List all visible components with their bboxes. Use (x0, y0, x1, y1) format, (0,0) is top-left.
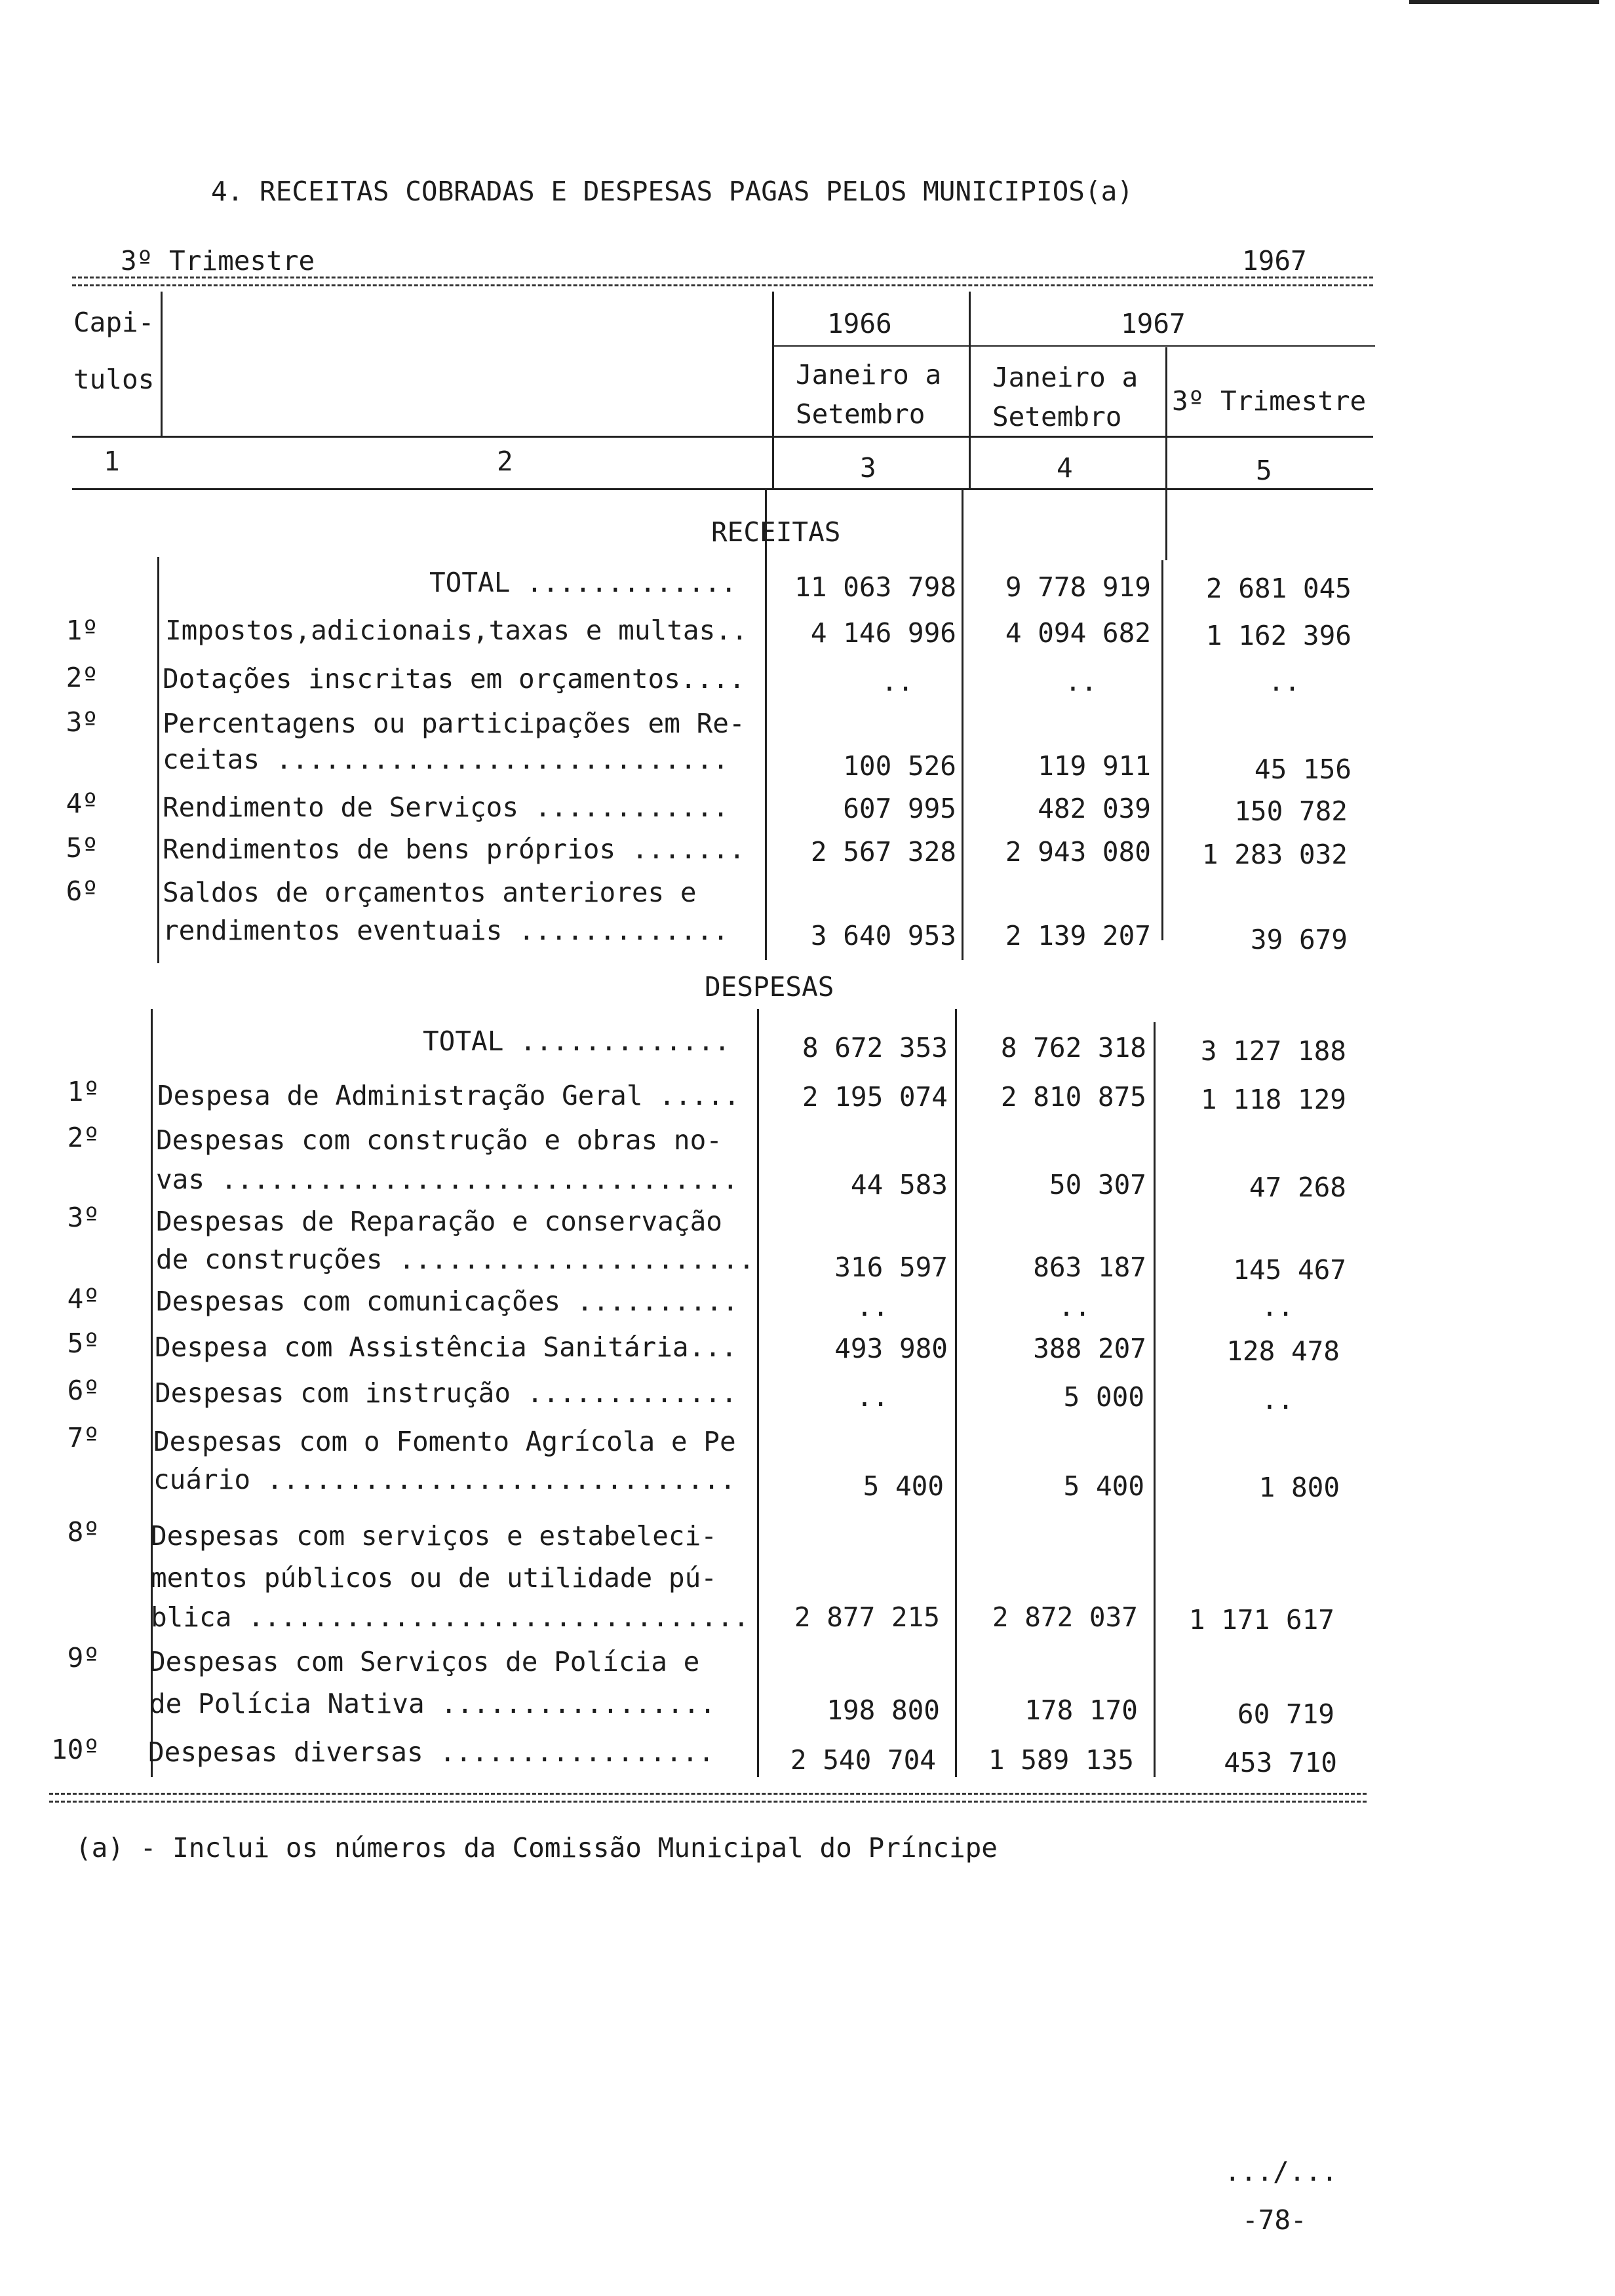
despesas-row-1967-jan-set: 388 207 (1033, 1333, 1146, 1364)
despesas-row-1967-jan-set: 50 307 (1049, 1169, 1146, 1200)
despesas-row-1967-jan-set: 5 000 (1063, 1381, 1144, 1413)
despesas-row-cap: 8º (67, 1516, 100, 1548)
header-cap-line2: tulos (73, 364, 155, 395)
despesas-row-desc: Despesas com serviços e estabeleci- (151, 1520, 717, 1552)
despesas-row-desc: blica ............................... (151, 1601, 750, 1633)
body-divider-col3-despesas (757, 1009, 759, 1777)
receitas-total-1966: 11 063 798 (794, 571, 956, 603)
receitas-row-desc: Impostos,adicionais,taxas e multas.. (165, 615, 748, 646)
despesas-section-label: DESPESAS (705, 971, 834, 1003)
body-divider-cap-receitas (157, 557, 159, 963)
page-number: -78- (1242, 2204, 1307, 2236)
body-divider-col3-receitas (765, 488, 767, 960)
despesas-row-1967-jan-set: 2 872 037 (992, 1601, 1138, 1633)
receitas-row-desc: Percentagens ou participações em Re- (163, 708, 745, 739)
receitas-row-1967-jan-set: 2 139 207 (1005, 920, 1151, 951)
despesas-row-1966: 2 540 704 (790, 1744, 936, 1776)
header-divider-col3 (772, 292, 774, 488)
receitas-section-label: RECEITAS (711, 516, 841, 548)
receitas-row-1966: 607 995 (843, 793, 956, 824)
despesas-row-1966: .. (856, 1381, 889, 1413)
despesas-row-desc: Despesas com o Fomento Agrícola e Pe (153, 1426, 736, 1457)
receitas-row-1967-3tri: .. (1268, 666, 1300, 697)
despesas-total-1967-jan-set: 8 762 318 (1000, 1032, 1146, 1063)
receitas-total-1967-3tri: 2 681 045 (1205, 573, 1352, 604)
footnote: (a) - Inclui os números da Comissão Municipal do Príncipe (75, 1832, 998, 1864)
despesas-row-cap: 1º (67, 1076, 100, 1107)
header-divider-cap (161, 292, 163, 436)
despesas-row-cap: 3º (67, 1202, 100, 1233)
despesas-row-1967-3tri: 453 710 (1224, 1747, 1337, 1778)
despesas-row-1967-3tri: 60 719 (1237, 1698, 1334, 1730)
despesas-row-desc: Despesas diversas ................. (148, 1736, 714, 1768)
scan-edge-mark (1409, 0, 1599, 4)
receitas-total-label: TOTAL ............. (429, 567, 737, 598)
receitas-row-1966: .. (881, 666, 914, 697)
despesas-row-1967-3tri: 128 478 (1226, 1335, 1340, 1367)
header-col3-line2: Setembro (796, 398, 925, 430)
receitas-row-cap: 1º (66, 615, 98, 646)
despesas-row-1967-3tri: 145 467 (1233, 1254, 1346, 1286)
column-number-5: 5 (1256, 455, 1272, 486)
receitas-row-1966: 3 640 953 (810, 920, 956, 951)
despesas-row-1966: 198 800 (827, 1694, 940, 1726)
despesas-row-desc: Despesas de Reparação e conservação (156, 1206, 722, 1237)
column-number-1: 1 (104, 446, 120, 477)
continuation-mark: .../... (1224, 2156, 1338, 2187)
despesas-row-cap: 7º (67, 1422, 100, 1453)
despesas-total-1966: 8 672 353 (802, 1032, 948, 1063)
receitas-row-desc: Saldos de orçamentos anteriores e (163, 877, 697, 908)
receitas-row-1967-jan-set: 2 943 080 (1005, 836, 1151, 868)
header-year-1967: 1967 (1121, 308, 1186, 339)
receitas-row-cap: 6º (66, 875, 98, 907)
header-col4-line1: Janeiro a (992, 362, 1138, 393)
despesas-row-cap: 5º (67, 1328, 100, 1359)
despesas-row-1967-3tri: .. (1261, 1384, 1294, 1415)
header-col3-line1: Janeiro a (796, 359, 942, 391)
despesas-row-1966: 316 597 (834, 1252, 948, 1283)
body-divider-col4-receitas (962, 488, 963, 960)
receitas-row-1967-3tri: 45 156 (1254, 754, 1352, 785)
despesas-row-1966: 5 400 (863, 1470, 944, 1502)
despesas-row-cap: 2º (67, 1122, 100, 1153)
despesas-row-cap: 4º (67, 1283, 100, 1314)
despesas-row-desc: vas ................................ (156, 1164, 739, 1195)
receitas-row-desc: rendimentos eventuais ............. (163, 915, 729, 946)
header-col5: 3º Trimestre (1172, 385, 1367, 417)
despesas-row-desc: cuário ............................. (153, 1464, 736, 1495)
despesas-row-1967-jan-set: 863 187 (1033, 1252, 1146, 1283)
header-cap-line1: Capi- (73, 307, 155, 338)
despesas-row-desc: Despesa de Administração Geral ..... (157, 1080, 740, 1111)
despesas-row-desc: mentos públicos ou de utilidade pú- (151, 1562, 717, 1594)
despesas-row-desc: Despesas com Serviços de Polícia e (149, 1646, 700, 1677)
despesas-row-desc: de Polícia Nativa ................. (149, 1688, 716, 1719)
receitas-row-1966: 2 567 328 (810, 836, 956, 868)
header-col4-line2: Setembro (992, 401, 1122, 432)
body-divider-col5-despesas (1154, 1022, 1156, 1777)
receitas-total-1967-jan-set: 9 778 919 (1005, 571, 1151, 603)
despesas-row-1967-jan-set: .. (1058, 1291, 1091, 1322)
receitas-row-cap: 3º (66, 706, 98, 738)
receitas-row-1967-3tri: 1 283 032 (1201, 839, 1348, 870)
despesas-row-1967-jan-set: 1 589 135 (988, 1744, 1134, 1776)
despesas-total-label: TOTAL ............. (423, 1025, 730, 1057)
column-number-4: 4 (1057, 452, 1073, 484)
despesas-row-1967-3tri: 1 800 (1258, 1472, 1340, 1503)
despesas-row-desc: Despesas com instrução ............. (155, 1377, 737, 1409)
despesas-row-1967-3tri: 1 171 617 (1188, 1604, 1334, 1636)
period-label: 3º Trimestre (121, 245, 315, 277)
despesas-row-1966: 493 980 (834, 1333, 948, 1364)
column-number-2: 2 (497, 446, 513, 477)
receitas-row-1967-jan-set: 482 039 (1038, 793, 1151, 824)
despesas-row-1966: 2 877 215 (794, 1601, 940, 1633)
document-title: 4. RECEITAS COBRADAS E DESPESAS PAGAS PELOS MUNICIPIOS(a) (211, 176, 1133, 207)
despesas-row-cap: 6º (67, 1375, 100, 1406)
header-divider-col4 (969, 292, 971, 488)
despesas-row-1967-3tri: 47 268 (1249, 1172, 1346, 1203)
despesas-row-1967-jan-set: 2 810 875 (1000, 1081, 1146, 1113)
receitas-row-1966: 100 526 (843, 750, 956, 782)
receitas-row-desc: Rendimento de Serviços ............ (163, 792, 729, 823)
despesas-row-1966: 44 583 (850, 1169, 948, 1200)
despesas-row-desc: Despesas com construção e obras no- (156, 1124, 722, 1156)
despesas-row-1966: 2 195 074 (802, 1081, 948, 1113)
receitas-row-desc: Rendimentos de bens próprios ....... (163, 833, 745, 865)
receitas-row-1967-jan-set: 4 094 682 (1005, 617, 1151, 649)
receitas-row-cap: 2º (66, 662, 98, 693)
despesas-row-1966: .. (856, 1291, 889, 1322)
body-divider-col5-receitas (1161, 560, 1163, 940)
double-rule-bottom (49, 1793, 1367, 1803)
receitas-row-desc: ceitas ............................ (163, 744, 729, 775)
header-rule-years (772, 345, 1375, 347)
despesas-row-cap: 10º (50, 1734, 100, 1765)
body-divider-col4-despesas (955, 1009, 957, 1777)
receitas-row-1967-3tri: 1 162 396 (1205, 620, 1352, 651)
header-rule-numbers (72, 488, 1373, 490)
column-number-3: 3 (860, 452, 876, 484)
header-divider-col5 (1165, 347, 1167, 488)
double-rule-top (72, 277, 1373, 286)
despesas-row-1967-jan-set: 5 400 (1063, 1470, 1144, 1502)
receitas-row-1967-3tri: 39 679 (1250, 924, 1348, 955)
receitas-row-1967-jan-set: .. (1064, 666, 1097, 697)
despesas-row-1967-jan-set: 178 170 (1024, 1694, 1138, 1726)
header-year-1966: 1966 (827, 308, 892, 339)
despesas-row-desc: de construções ...................... (156, 1244, 755, 1275)
despesas-total-1967-3tri: 3 127 188 (1200, 1035, 1346, 1067)
receitas-row-1966: 4 146 996 (810, 617, 956, 649)
receitas-row-desc: Dotações inscritas em orçamentos.... (163, 663, 745, 695)
receitas-row-cap: 5º (66, 832, 98, 864)
body-divider-col5-top (1165, 488, 1167, 560)
despesas-row-cap: 9º (67, 1642, 100, 1674)
header-rule-main (72, 436, 1373, 438)
receitas-row-1967-jan-set: 119 911 (1038, 750, 1151, 782)
despesas-row-1967-3tri: 1 118 129 (1200, 1084, 1346, 1115)
receitas-row-cap: 4º (66, 788, 98, 819)
despesas-row-desc: Despesas com comunicações .......... (156, 1286, 739, 1317)
despesas-row-1967-3tri: .. (1261, 1291, 1294, 1322)
period-year: 1967 (1242, 245, 1307, 277)
receitas-row-1967-3tri: 150 782 (1234, 795, 1348, 827)
despesas-row-desc: Despesa com Assistência Sanitária... (155, 1331, 737, 1363)
